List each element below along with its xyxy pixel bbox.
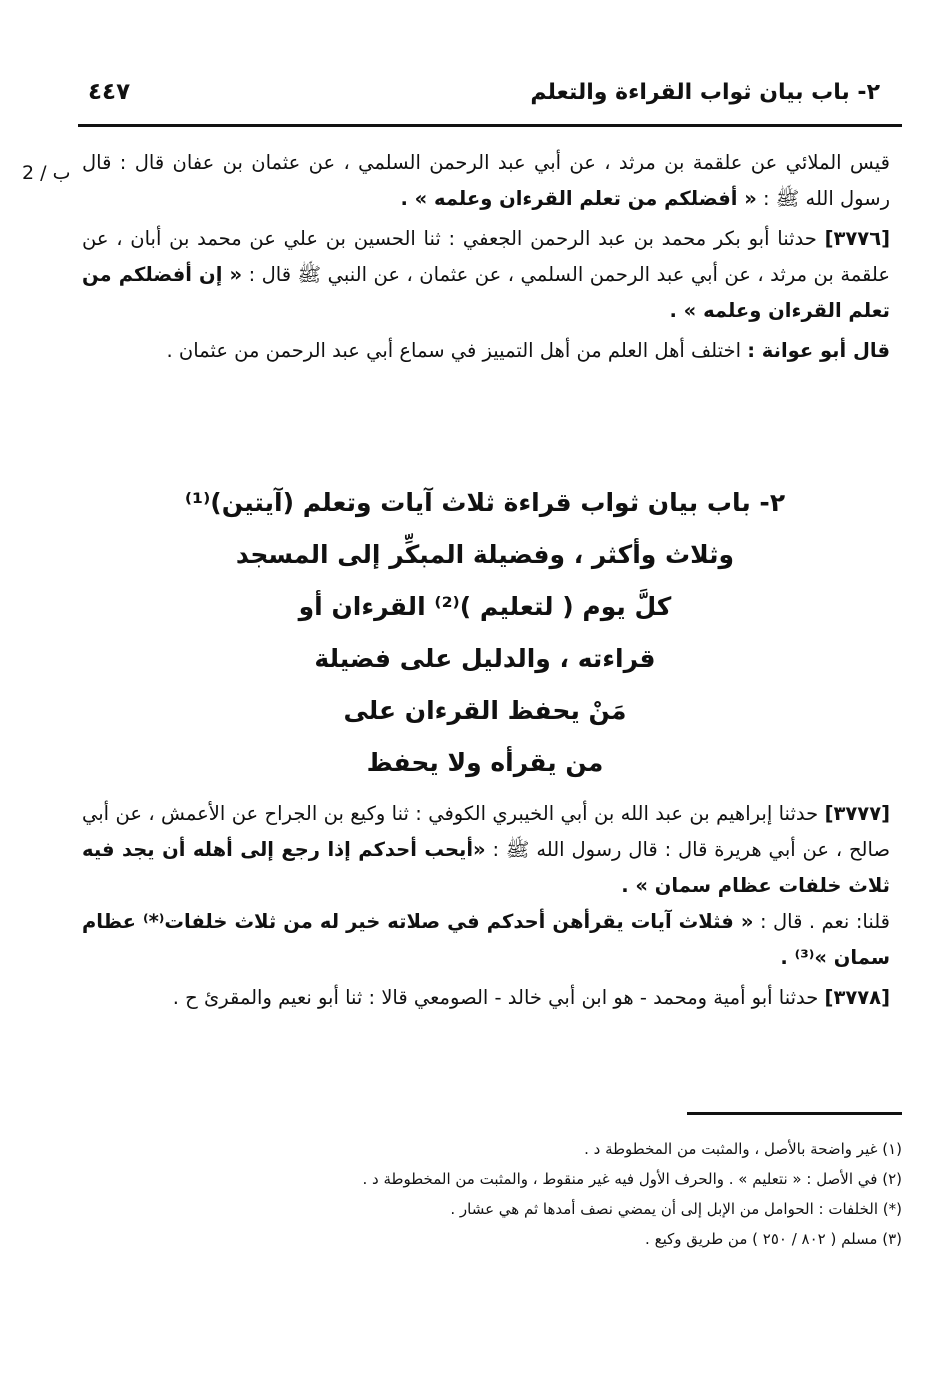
hadith-number: [٣٧٧٨] bbox=[824, 986, 890, 1009]
chapter-heading bbox=[120, 477, 850, 789]
footnotes bbox=[150, 1134, 902, 1254]
footnote-item: (*) الخلفات : الحوامل من الإبل إلى أن يمضي نصف أمدها ثم هي عشار . bbox=[450, 1200, 902, 1218]
footnote-item: (١) غير واضحة بالأصل ، والمثبت من المخطوطة د . bbox=[584, 1140, 902, 1158]
manuscript-folio-note: 2 / ب bbox=[22, 162, 71, 184]
comment-lead: قال أبو عوانة : bbox=[747, 339, 890, 362]
dialogue-text: قلنا: نعم . قال : bbox=[759, 910, 890, 933]
heading-line: من يقرأه ولا يحفظ bbox=[366, 748, 604, 777]
author-comment bbox=[82, 333, 890, 369]
paragraph1-line1: قيس الملائي عن علقمة بن مرثد ، عن أبي عبد الرحمن السلمي ، عن عثمان بن bbox=[222, 151, 891, 174]
hadith-quote: « أفضلكم من تعلم القرءان وعلمه » . bbox=[400, 187, 757, 210]
comment-text: اختلف أهل العلم من أهل التمييز في سماع أبي عبد الرحمن من عثمان . bbox=[166, 339, 741, 362]
main-text-bottom bbox=[82, 796, 890, 1016]
hadith-text: حدثنا أبو بكر محمد بن عبد الرحمن الجعفي : ثنا الحسين بن علي عن محمد بن أبان ، عن علقمة بن مرثد ، عن أبي عبد الرحمن السلمي ، عن عثمان ، عن النبي ﷺ قال : bbox=[82, 227, 890, 286]
chapter-running-title: ٢- باب بيان ثواب القراءة والتعلم bbox=[530, 79, 880, 105]
footnote-item: (٣) مسلم ( ٨٠٢ / ٢٥٠ ) من طريق وكيع . bbox=[645, 1230, 902, 1248]
hadith-3776 bbox=[82, 221, 890, 329]
paragraph1-line2: عفان قال : قال رسول الله ﷺ : bbox=[82, 151, 890, 210]
header-divider bbox=[78, 124, 902, 127]
heading-line: مَنْ يحفظ القرءان على bbox=[343, 696, 627, 725]
hadith-text: حدثنا إبراهيم بن عبد الله بن أبي الخيبري الكوفي : ثنا وكيع بن الجراح عن الأعمش ، عن أبي صالح ، عن أبي هريرة قال : قال رسول الله ﷺ : bbox=[82, 802, 891, 861]
hadith-3777 bbox=[82, 796, 890, 904]
page-number: ٤٤٧ bbox=[88, 79, 131, 105]
footnote-divider bbox=[687, 1112, 902, 1115]
heading-line: وثلاث وأكثر ، وفضيلة المبكِّر إلى المسجد bbox=[235, 540, 735, 569]
hadith-quote: « فثلاث آيات يقرأهن أحدكم في صلاته خير له من ثلاث خلفات⁽*⁾ عظام سمان »⁽³⁾ . bbox=[82, 910, 890, 969]
hadith-quote: « إن أفضلكم من تعلم القرءان وعلمه » . bbox=[82, 263, 890, 322]
heading-line: قراءته ، والدليل على فضيلة bbox=[314, 644, 656, 673]
hadith-quote: «أيحب أحدكم إذا رجع إلى أهله أن يجد فيه ثلاث خلفات عظام سمان » . bbox=[82, 838, 890, 897]
footnote-item: (٢) في الأصل : « نتعليم » . والحرف الأول فيه غير منقوط ، والمثبت من المخطوطة د . bbox=[362, 1170, 902, 1188]
hadith-number: [٣٧٧٦] bbox=[824, 227, 891, 250]
hadith-3777-continuation bbox=[82, 904, 890, 976]
hadith-number: [٣٧٧٧] bbox=[824, 802, 891, 825]
running-header bbox=[88, 72, 880, 112]
heading-line: كلَّ يوم ( لتعليم )⁽²⁾ القرءان أو bbox=[298, 592, 672, 621]
main-text-top bbox=[82, 145, 890, 369]
hadith-3778 bbox=[82, 980, 890, 1016]
hadith-text: حدثنا أبو أمية ومحمد - هو ابن أبي خالد - الصومعي قالا : ثنا أبو نعيم والمقرئ ح . bbox=[172, 986, 819, 1009]
heading-line: ٢- باب بيان ثواب قراءة ثلاث آيات وتعلم (آيتين)⁽¹⁾ bbox=[184, 488, 786, 517]
paragraph-isnad-continuation bbox=[82, 145, 890, 217]
